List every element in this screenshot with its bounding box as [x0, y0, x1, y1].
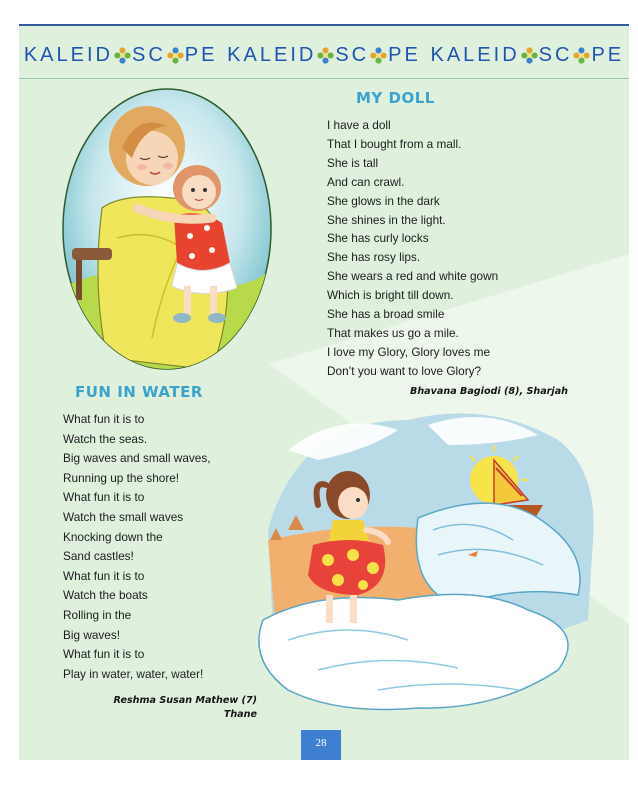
flower-icon — [114, 47, 131, 64]
page-number-badge: 28 — [301, 730, 341, 760]
brand-middle: SC — [335, 43, 370, 66]
poem-line: Don’t you want to love Glory? — [327, 363, 482, 378]
kaleidoscope-header — [19, 38, 629, 72]
poem-line: Watch the seas. — [63, 431, 148, 446]
poem-line: Knocking down the — [63, 529, 163, 544]
poem-line: What fun it is to — [63, 568, 145, 583]
poem-line: Sand castles! — [63, 549, 134, 564]
poem-my-doll — [327, 116, 498, 381]
poem-line: And can crawl. — [327, 174, 405, 189]
mother-and-doll-illustration — [62, 88, 272, 370]
flower-icon — [317, 47, 334, 64]
poem-line: Rolling in the — [63, 607, 132, 622]
brand-word — [24, 44, 218, 67]
brand-word — [431, 44, 625, 67]
poem-line: Watch the small waves — [63, 509, 184, 524]
poem-line: I love my Glory, Glory loves me — [327, 344, 491, 359]
poem-line: Which is bright till down. — [327, 288, 454, 303]
poem-line: That I bought from a mall. — [327, 136, 462, 151]
brand-word — [227, 44, 421, 67]
brand-prefix: KALEID — [23, 43, 113, 66]
poem-line: She is tall — [327, 155, 379, 170]
brand-suffix: PE — [388, 43, 421, 66]
poem-line: I have a doll — [327, 118, 391, 132]
brand-prefix: KALEID — [227, 43, 317, 66]
poem-line: She shines in the light. — [327, 212, 446, 227]
poem-fun-in-water — [63, 410, 211, 684]
poem-line: Watch the boats — [63, 588, 148, 603]
poem-line: What fun it is to — [63, 490, 145, 505]
girl-at-beach-illustration — [258, 390, 600, 730]
poem-line: Running up the shore! — [63, 470, 180, 485]
poem-line: Big waves and small waves, — [63, 451, 211, 466]
brand-suffix: PE — [591, 43, 625, 66]
poem-line: She has curly locks — [327, 231, 429, 246]
credit-place: Thane — [223, 709, 257, 720]
poem-line: What fun it is to — [63, 412, 145, 426]
flower-icon — [521, 47, 538, 64]
brand-prefix: KALEID — [430, 43, 520, 66]
poem-line: That makes us go a mile. — [327, 325, 459, 340]
poem-line: What fun it is to — [63, 647, 145, 662]
poem-line: Play in water, water, water! — [63, 666, 204, 681]
poem-line: Big waves! — [63, 627, 121, 642]
poem-line: She glows in the dark — [327, 193, 440, 208]
brand-middle: SC — [538, 43, 573, 66]
poem-line: She has a broad smile — [327, 307, 445, 322]
poem-title-my-doll: MY DOLL — [356, 89, 435, 107]
poem-credit-fun-in-water — [60, 694, 257, 722]
brand-suffix: PE — [184, 43, 218, 66]
poem-line: She wears a red and white gown — [327, 269, 499, 284]
flower-icon — [573, 47, 590, 64]
brand-middle: SC — [132, 43, 166, 66]
poem-title-fun-in-water: FUN IN WATER — [75, 383, 203, 401]
header-divider — [19, 78, 629, 79]
poem-credit-my-doll: Bhavana Bagiodi (8), Sharjah — [410, 386, 568, 397]
flower-icon — [370, 47, 387, 64]
top-border — [19, 24, 629, 26]
credit-author: Reshma Susan Mathew (7) — [113, 695, 257, 706]
poem-line: She has rosy lips. — [327, 250, 421, 265]
flower-icon — [167, 47, 184, 64]
